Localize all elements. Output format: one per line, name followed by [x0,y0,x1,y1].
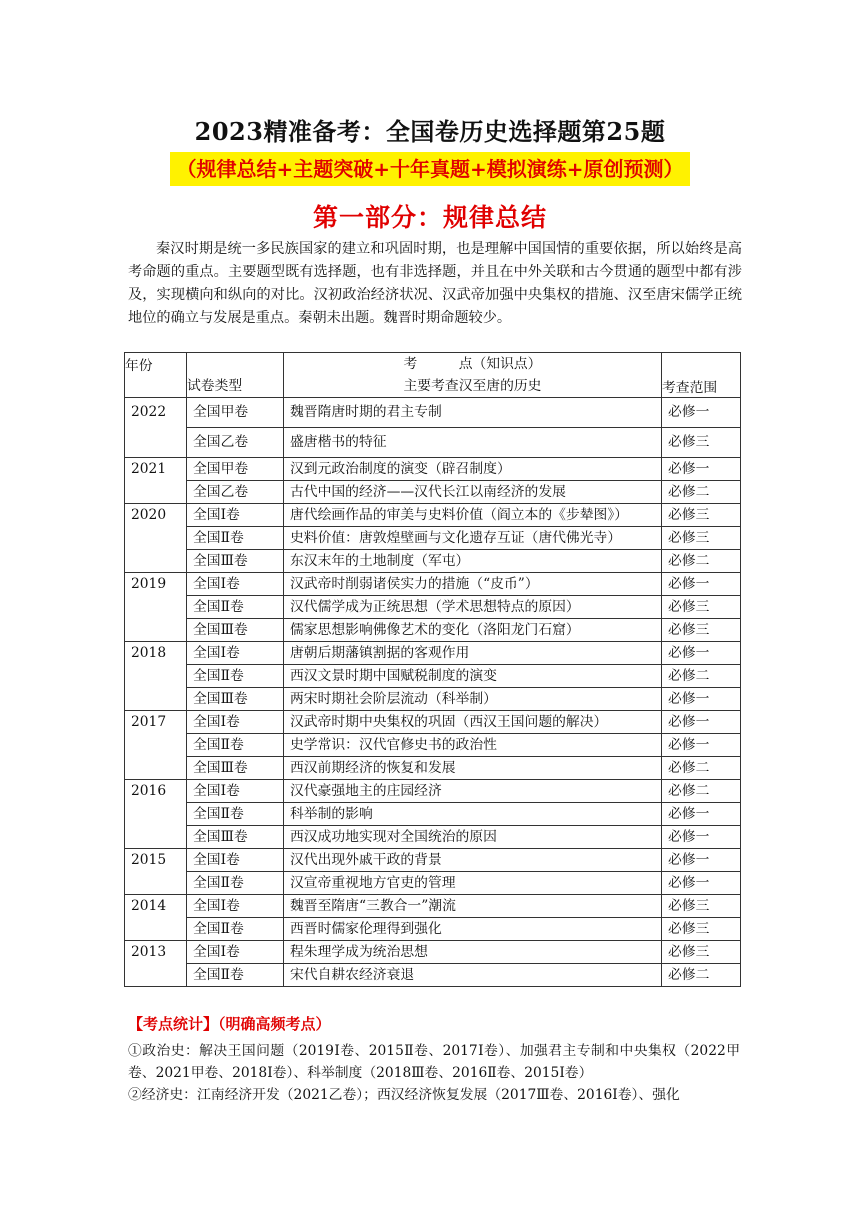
scope-cell: 必修二 [662,481,741,504]
topic-cell: 唐代绘画作品的审美与史料价值（阎立本的《步辇图》） [284,504,662,527]
topic-cell: 宋代自耕农经济衰退 [284,964,662,987]
scope-cell: 必修一 [662,458,741,481]
year-cell: 2015 [125,849,187,895]
topic-cell: 程朱理学成为统治思想 [284,941,662,964]
year-cell: 2016 [125,780,187,849]
scope-cell: 必修一 [662,573,741,596]
topic-cell: 西汉成功地实现对全国统治的原因 [284,826,662,849]
paper-type-cell: 全国Ⅲ卷 [187,550,284,573]
paper-type-cell: 全国甲卷 [187,458,284,481]
topic-cell: 史学常识：汉代官修史书的政治性 [284,734,662,757]
scope-cell: 必修三 [662,895,741,918]
paper-type-cell: 全国Ⅱ卷 [187,734,284,757]
scope-cell: 必修二 [662,757,741,780]
topic-cell: 汉代豪强地主的庄园经济 [284,780,662,803]
document-subtitle [0,152,860,186]
table-row [125,757,741,780]
exam-topics-table [124,352,741,987]
paper-type-cell: 全国Ⅰ卷 [187,895,284,918]
intro-paragraph: 秦汉时期是统一多民族国家的建立和巩固时期，也是理解中国国情的重要依据，所以始终是高考命题的重点。主要题型既有选择题，也有非选择题，并且在中外关联和古今贯通的题型中都有涉及，实现横向和纵向的对比。汉初政治经济状况、汉武帝加强中央集权的措施、汉至唐宋儒学正统地位的确立与发展是重点。秦朝未出题。魏晋时期命题较少。 [128,241,742,326]
table-row [125,573,741,596]
scope-cell: 必修三 [662,596,741,619]
scope-cell: 必修一 [662,688,741,711]
table-row [125,504,741,527]
topic-cell: 儒家思想影响佛像艺术的变化（洛阳龙门石窟） [284,619,662,642]
paper-type-cell: 全国Ⅲ卷 [187,757,284,780]
table-row [125,826,741,849]
paper-type-cell: 全国Ⅲ卷 [187,826,284,849]
table-row [125,964,741,987]
table-row [125,941,741,964]
scope-cell: 必修一 [662,849,741,872]
scope-cell: 必修三 [662,504,741,527]
header-paper-type: 试卷类型 [187,353,284,398]
stats-body [128,1040,740,1106]
table-row [125,398,741,428]
topic-cell: 西汉前期经济的恢复和发展 [284,757,662,780]
part-heading: 第一部分：规律总结 [312,203,547,232]
year-cell: 2018 [125,642,187,711]
year-cell: 2022 [125,398,187,458]
paper-type-cell: 全国Ⅱ卷 [187,596,284,619]
paper-type-cell: 全国乙卷 [187,428,284,458]
table-row [125,711,741,734]
paper-type-cell: 全国Ⅰ卷 [187,642,284,665]
header-topic-line2: 主要考查汉至唐的历史 [403,378,542,394]
document-title: 2023精准备考：全国卷历史选择题第25题 [194,117,666,146]
scope-cell: 必修一 [662,826,741,849]
table-row [125,895,741,918]
topic-cell: 东汉末年的土地制度（军屯） [284,550,662,573]
scope-cell: 必修二 [662,550,741,573]
topic-cell: 魏晋隋唐时期的君主专制 [284,398,662,428]
paper-type-cell: 全国Ⅰ卷 [187,573,284,596]
topic-cell: 汉宣帝重视地方官吏的管理 [284,872,662,895]
scope-cell: 必修一 [662,734,741,757]
paper-type-cell: 全国Ⅱ卷 [187,803,284,826]
paper-type-cell: 全国Ⅰ卷 [187,711,284,734]
table-row [125,803,741,826]
table-row [125,918,741,941]
topic-cell: 汉代儒学成为正统思想（学术思想特点的原因） [284,596,662,619]
topic-cell: 汉武帝时削弱诸侯实力的措施（“皮币”） [284,573,662,596]
table-row [125,458,741,481]
topic-cell: 古代中国的经济——汉代长江以南经济的发展 [284,481,662,504]
table-row [125,619,741,642]
topic-cell: 史料价值：唐敦煌壁画与文化遗存互证（唐代佛光寺） [284,527,662,550]
topic-cell: 汉到元政治制度的演变（辟召制度） [284,458,662,481]
topic-cell: 两宋时期社会阶层流动（科举制） [284,688,662,711]
topic-cell: 唐朝后期藩镇割据的客观作用 [284,642,662,665]
scope-cell: 必修一 [662,803,741,826]
scope-cell: 必修二 [662,964,741,987]
stats-heading: 【考点统计】（明确高频考点） [128,1015,331,1033]
table-row [125,734,741,757]
stats-line: ②经济史：江南经济开发（2021乙卷）；西汉经济恢复发展（2017Ⅲ卷、2016Ⅰ卷）、强化 [128,1087,680,1103]
topic-cell: 西汉文景时期中国赋税制度的演变 [284,665,662,688]
paper-type-cell: 全国Ⅲ卷 [187,619,284,642]
year-cell: 2020 [125,504,187,573]
table-header-row [125,353,741,398]
table-row [125,527,741,550]
table-row [125,665,741,688]
scope-cell: 必修一 [662,398,741,428]
topic-cell: 西晋时儒家伦理得到强化 [284,918,662,941]
paper-type-cell: 全国乙卷 [187,481,284,504]
table-row [125,428,741,458]
year-cell: 2019 [125,573,187,642]
paper-type-cell: 全国甲卷 [187,398,284,428]
paper-type-cell: 全国Ⅲ卷 [187,688,284,711]
scope-cell: 必修三 [662,527,741,550]
table-row [125,550,741,573]
table-row [125,481,741,504]
table-row [125,642,741,665]
header-topic-line1: 考 点（知识点） [403,356,542,372]
header-scope: 考查范围 [662,353,741,398]
scope-cell: 必修三 [662,428,741,458]
header-topic [284,353,662,398]
scope-cell: 必修一 [662,642,741,665]
table-row [125,849,741,872]
topic-cell: 汉武帝时期中央集权的巩固（西汉王国问题的解决） [284,711,662,734]
year-cell: 2021 [125,458,187,504]
scope-cell: 必修三 [662,619,741,642]
scope-cell: 必修一 [662,711,741,734]
table-row [125,872,741,895]
topic-cell: 魏晋至隋唐“三教合一”潮流 [284,895,662,918]
paper-type-cell: 全国Ⅱ卷 [187,665,284,688]
topic-cell: 科举制的影响 [284,803,662,826]
table-row [125,596,741,619]
paper-type-cell: 全国Ⅱ卷 [187,872,284,895]
table-row [125,688,741,711]
scope-cell: 必修三 [662,918,741,941]
paper-type-cell: 全国Ⅰ卷 [187,849,284,872]
scope-cell: 必修三 [662,941,741,964]
topic-cell: 盛唐楷书的特征 [284,428,662,458]
scope-cell: 必修二 [662,780,741,803]
header-year: 年份 [125,353,187,398]
paper-type-cell: 全国Ⅰ卷 [187,780,284,803]
paper-type-cell: 全国Ⅱ卷 [187,918,284,941]
table-row [125,780,741,803]
paper-type-cell: 全国Ⅱ卷 [187,964,284,987]
year-cell: 2014 [125,895,187,941]
subtitle-highlight: （规律总结+主题突破+十年真题+模拟演练+原创预测） [170,152,689,186]
paper-type-cell: 全国Ⅱ卷 [187,527,284,550]
scope-cell: 必修二 [662,665,741,688]
paper-type-cell: 全国Ⅰ卷 [187,941,284,964]
year-cell: 2013 [125,941,187,987]
year-cell: 2017 [125,711,187,780]
scope-cell: 必修一 [662,872,741,895]
stats-line: ①政治史：解决王国问题（2019Ⅰ卷、2015Ⅱ卷、2017Ⅰ卷）、加强君主专制和中央集权（2022甲卷、2021甲卷、2018Ⅰ卷）、科举制度（2018Ⅲ卷、2016Ⅱ卷、2015Ⅰ卷） [128,1043,740,1081]
topic-cell: 汉代出现外戚干政的背景 [284,849,662,872]
paper-type-cell: 全国Ⅰ卷 [187,504,284,527]
